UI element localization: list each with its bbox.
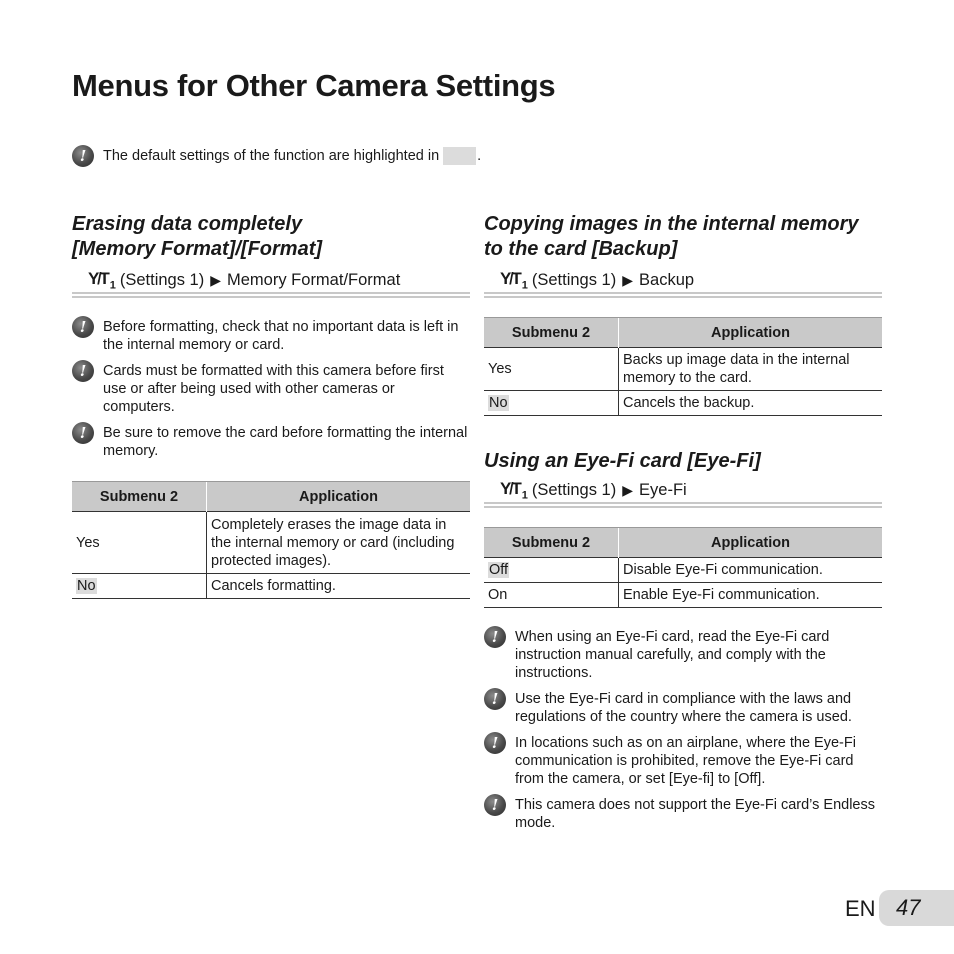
settings-tool-icon: $Y̸T_1$ <box>500 479 528 502</box>
table-header: Submenu 2 <box>484 318 619 348</box>
caution-icon: ! <box>72 422 94 444</box>
eyefi-note-2: ! Use the Eye-Fi card in compliance with the laws and regulations of the country where the camera is used. <box>484 690 882 726</box>
backup-menu-path: $Y̸T_1$ (Settings 1) ▶ Backup <box>500 269 695 292</box>
table-header: Application <box>619 528 883 558</box>
default-value-highlight: No <box>489 395 508 412</box>
default-highlight-note <box>72 147 481 167</box>
section-rule <box>72 292 470 298</box>
right-triangle-arrow-icon: ▶ <box>622 271 634 288</box>
backup-table <box>484 317 882 416</box>
right-triangle-arrow-icon: ▶ <box>210 271 222 288</box>
format-table <box>72 481 470 599</box>
eyefi-note-4: ! This camera does not support the Eye-Fi card’s Endless mode. <box>484 796 882 832</box>
eyefi-note-1: ! When using an Eye-Fi card, read the Eye-Fi card instruction manual carefully, and comply with the instructions. <box>484 628 882 682</box>
eyefi-note-3: ! In locations such as on an airplane, where the Eye-Fi communication is prohibited, remove the Eye-Fi card from the camera, or set [Eye-fi] to [Off]. <box>484 734 882 788</box>
default-note-text: The default settings of the function are highlighted in . <box>103 148 482 164</box>
caution-icon: ! <box>72 360 94 382</box>
caution-icon: ! <box>72 316 94 338</box>
table-header: Submenu 2 <box>72 482 207 512</box>
caution-icon: ! <box>72 145 94 167</box>
page-title: Menus for Other Camera Settings <box>72 68 556 103</box>
table-row: On Enable Eye-Fi communication. <box>484 583 882 608</box>
backup-section <box>484 212 882 416</box>
table-row: Off Disable Eye-Fi communication. <box>484 558 882 583</box>
section-rule <box>484 292 882 298</box>
section-rule <box>484 502 882 508</box>
eyefi-menu-path: $Y̸T_1$ (Settings 1) ▶ Eye-Fi <box>500 479 687 502</box>
highlight-sample-swatch <box>443 147 476 165</box>
page-number: 47 <box>879 890 954 926</box>
table-row: No Cancels formatting. <box>72 574 470 599</box>
format-note-2: ! Cards must be formatted with this camera before first use or after being used with other cameras or computers. <box>72 362 470 416</box>
eyefi-section <box>484 449 882 832</box>
caution-icon: ! <box>484 626 506 648</box>
table-header: Application <box>619 318 883 348</box>
format-section-heading: Erasing data completely [Memory Format]/[Format] <box>72 213 323 260</box>
path-menu: (Settings 1) <box>119 270 205 289</box>
eyefi-section-heading: Using an Eye-Fi card [Eye-Fi] <box>484 450 761 472</box>
table-header: Application <box>207 482 471 512</box>
right-triangle-arrow-icon: ▶ <box>622 481 634 498</box>
format-menu-path <box>72 269 470 291</box>
table-row: Yes Backs up image data in the internal memory to the card. <box>484 348 882 391</box>
caution-icon: ! <box>484 732 506 754</box>
path-item: Memory Format/Format <box>227 270 401 289</box>
eyefi-table <box>484 527 882 608</box>
language-label: EN <box>845 896 876 921</box>
table-row: Yes Completely erases the image data in the internal memory or card (including protected images). <box>72 512 470 574</box>
settings-tool-icon: $Y̸T_1$ <box>500 269 528 292</box>
caution-icon: ! <box>484 688 506 710</box>
table-header: Submenu 2 <box>484 528 619 558</box>
backup-section-heading: Copying images in the internal memory to the card [Backup] <box>484 213 859 260</box>
format-section <box>72 212 470 599</box>
format-note-1: ! Before formatting, check that no important data is left in the internal memory or card. <box>72 318 470 354</box>
settings-tool-icon: $Y̸T_1$ <box>88 269 116 292</box>
table-row: No Cancels the backup. <box>484 391 882 416</box>
default-value-highlight: No <box>77 578 96 595</box>
caution-icon: ! <box>484 794 506 816</box>
format-note-3: ! Be sure to remove the card before formatting the internal memory. <box>72 424 470 460</box>
default-value-highlight: Off <box>489 562 509 579</box>
